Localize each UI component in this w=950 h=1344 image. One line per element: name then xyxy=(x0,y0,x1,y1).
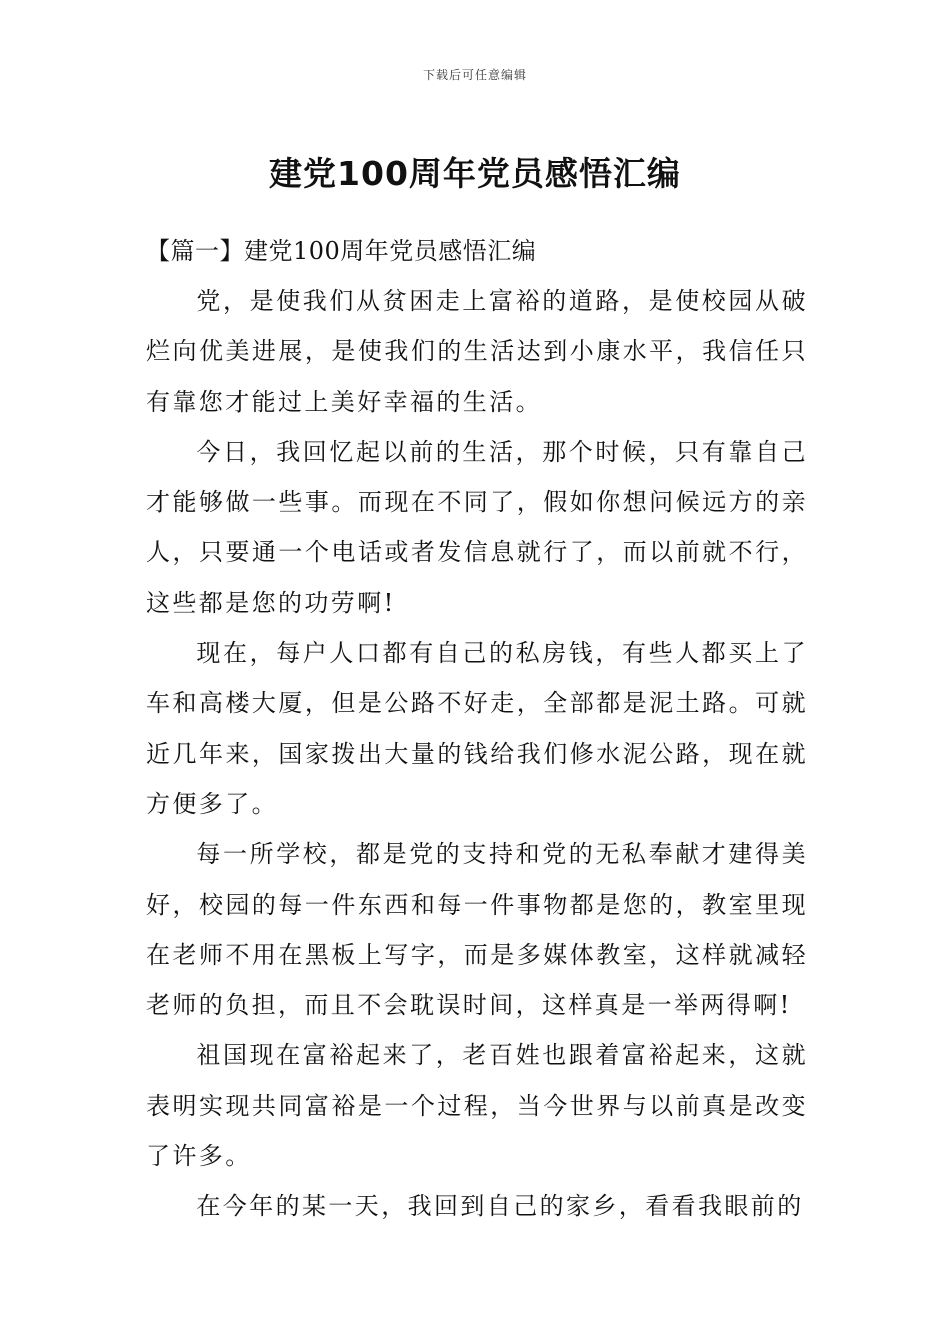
paragraph-1: 党，是使我们从贫困走上富裕的道路，是使校园从破烂向优美进展，是使我们的生活达到小康水平，我信任只有靠您才能过上美好幸福的生活。 xyxy=(146,287,808,416)
paragraph-5: 祖国现在富裕起来了，老百姓也跟着富裕起来，这就表明实现共同富裕是一个过程，当今世界与以前真是改变了许多。 xyxy=(146,1041,808,1171)
document-title: 建党100周年党员感悟汇编 xyxy=(269,154,681,194)
paragraph-2: 今日，我回忆起以前的生活，那个时候，只有靠自己才能够做一些事。而现在不同了，假如你想问候远方的亲人，只要通一个电话或者发信息就行了，而以前就不行，这些都是您的功劳啊! xyxy=(146,437,808,617)
document-body xyxy=(146,226,808,1232)
paragraph-6: 在今年的某一天，我回到自己的家乡，看看我眼前的 xyxy=(196,1192,804,1221)
paragraph-3: 现在，每户人口都有自己的私房钱，有些人都买上了车和高楼大厦，但是公路不好走，全部都是泥土路。可就近几年来，国家拨出大量的钱给我们修水泥公路，现在就方便多了。 xyxy=(146,639,808,818)
paragraph-4: 每一所学校，都是党的支持和党的无私奉献才建得美好，校园的每一件东西和每一件事物都是您的，教室里现在老师不用在黑板上写字，而是多媒体教室，这样就减轻老师的负担，而且不会耽误时间，这样真是一举两得啊! xyxy=(146,840,808,1020)
section-heading: 【篇一】建党100周年党员感悟汇编 xyxy=(146,237,537,265)
page-header-note: 下载后可任意编辑 xyxy=(422,68,527,82)
